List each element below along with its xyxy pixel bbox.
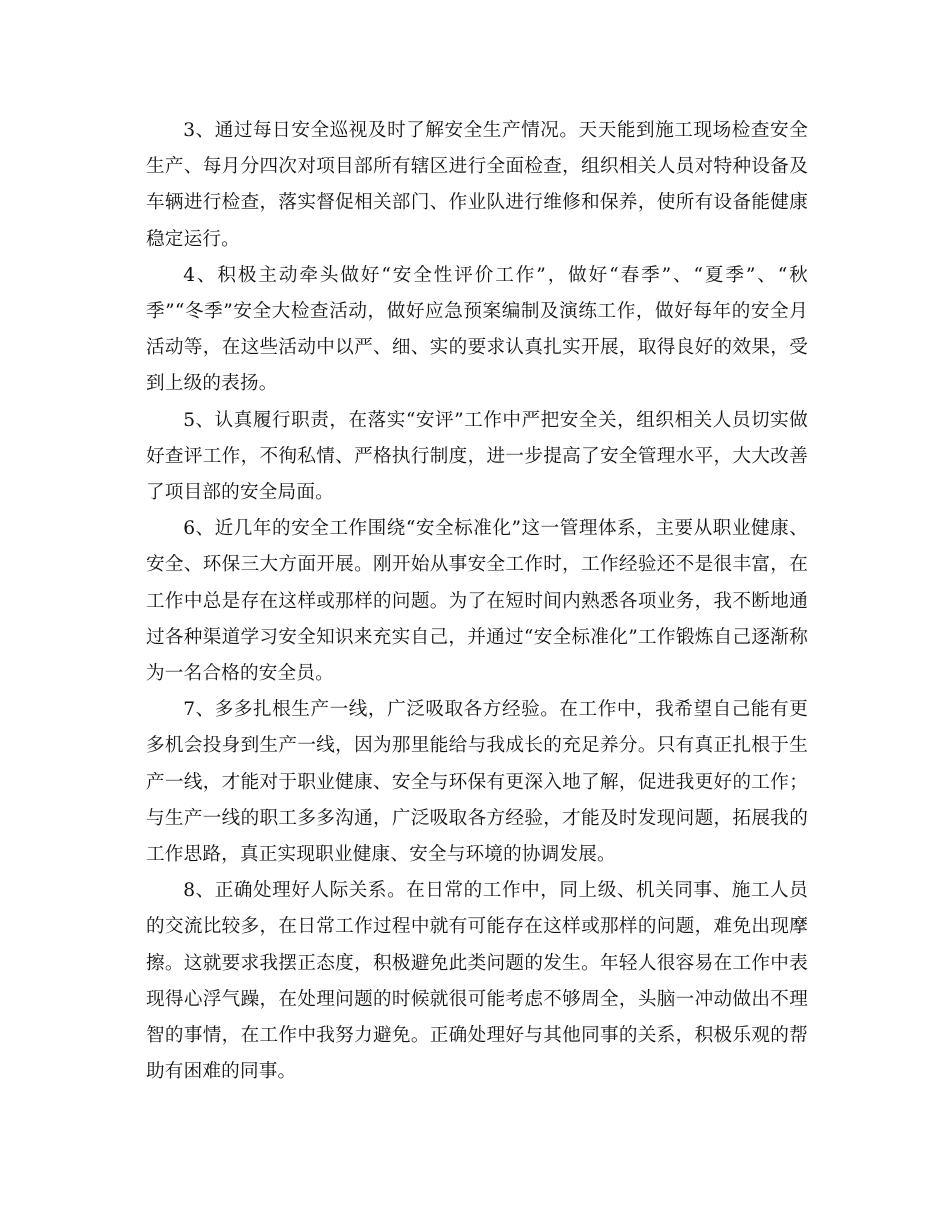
paragraph-3: 3、通过每日安全巡视及时了解安全生产情况。天天能到施工现场检查安全生产、每月分四次对项目部所有辖区进行全面检查，组织相关人员对特种设备及车辆进行检查，落实督促相关部门、作业队进行维修和保养，使所有设备能健康稳定运行。 <box>146 120 808 250</box>
paragraph-4: 4、积极主动牵头做好“安全性评价工作”，做好“春季”、“夏季”、“秋季”“冬季”安全大检查活动，做好应急预案编制及演练工作，做好每年的安全月活动等，在这些活动中以严、细、实的要求认真扎实开展，取得良好的效果，受到上级的表扬。 <box>146 264 808 395</box>
paragraph-6: 6、近几年的安全工作围绕“安全标准化”这一管理体系，主要从职业健康、安全、环保三大方面开展。刚开始从事安全工作时，工作经验还不是很丰富，在工作中总是存在这样或那样的问题。为了在短时间内熟悉各项业务，我不断地通过各种渠道学习安全知识来充实自己，并通过“安全标准化”工作锻炼自己逐渐称为一名合格的安全员。 <box>146 518 808 685</box>
paragraph-8: 8、正确处理好人际关系。在日常的工作中，同上级、机关同事、施工人员的交流比较多，在日常工作过程中就有可能存在这样或那样的问题，难免出现摩擦。这就要求我摆正态度，积极避免此类问题的发生。年轻人很容易在工作中表现得心浮气躁，在处理问题的时候就很可能考虑不够周全，头脑一冲动做出不理智的事情，在工作中我努力避免。正确处理好与其他同事的关系，积极乐观的帮助有困难的同事。 <box>146 880 808 1083</box>
document-body <box>146 113 808 1090</box>
paragraph-5: 5、认真履行职责，在落实“安评”工作中严把安全关，组织相关人员切实做好查评工作，不徇私情、严格执行制度，进一步提高了安全管理水平，大大改善了项目部的安全局面。 <box>146 409 808 504</box>
paragraph-7: 7、多多扎根生产一线，广泛吸取各方经验。在工作中，我希望自己能有更多机会投身到生产一线，因为那里能给与我成长的充足养分。只有真正扎根于生产一线，才能对于职业健康、安全与环保有更深入地了解，促进我更好的工作；与生产一线的职工多多沟通，广泛吸取各方经验，才能及时发现问题，拓展我的工作思路，真正实现职业健康、安全与环境的协调发展。 <box>146 699 808 866</box>
